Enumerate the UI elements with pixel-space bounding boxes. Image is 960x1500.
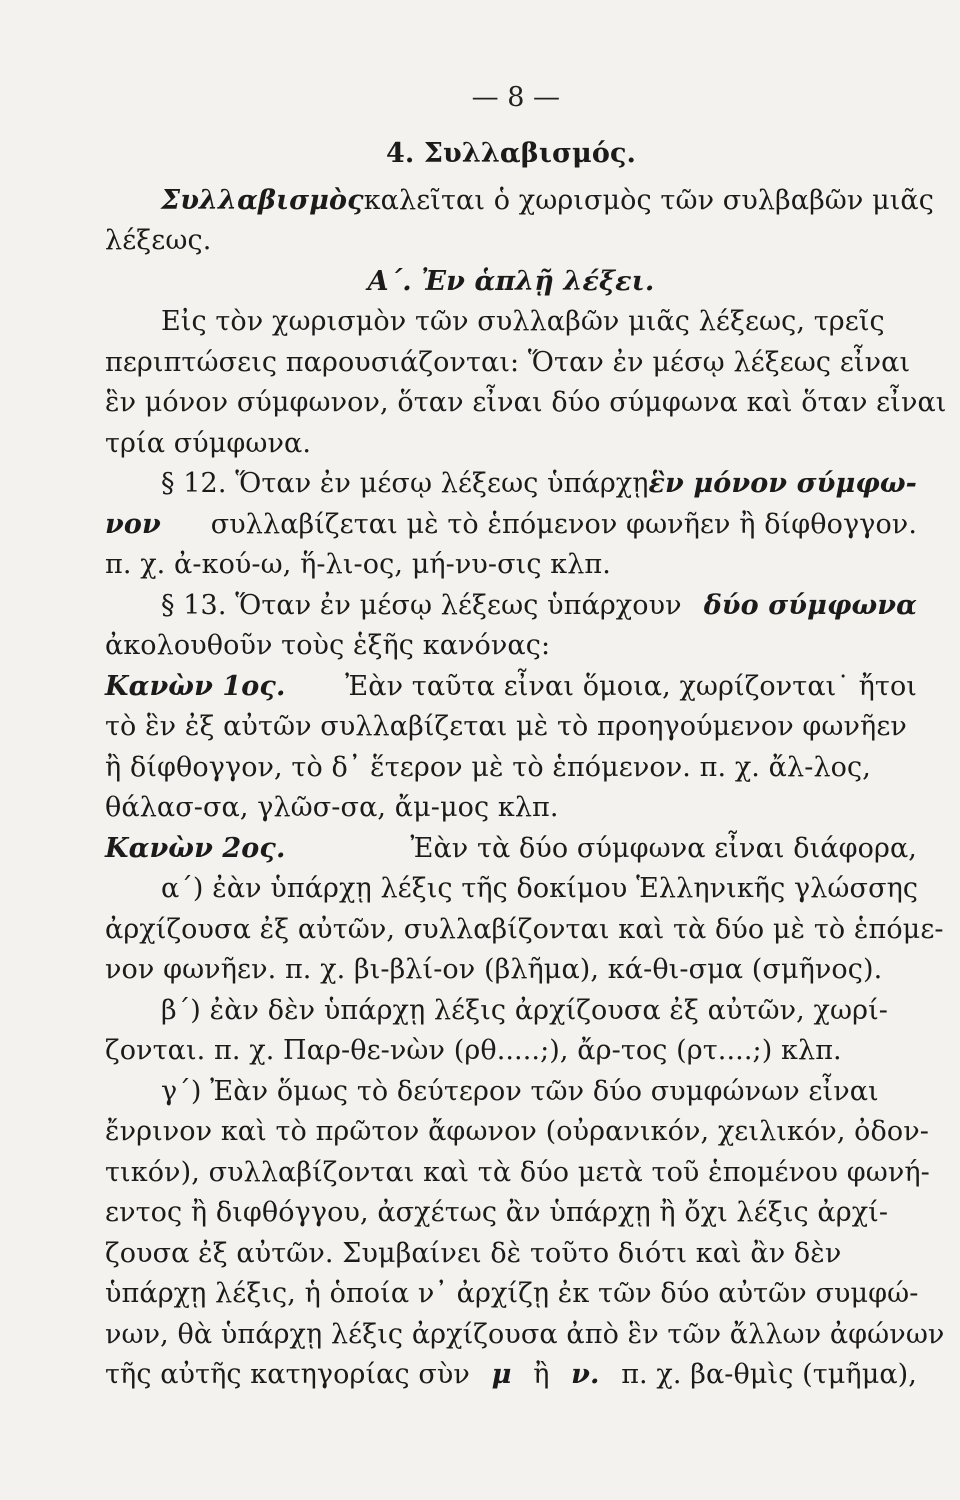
- section-heading: 4. Συλλαβισμός.: [385, 138, 637, 169]
- rule1-line-1: [105, 667, 917, 708]
- intro-line-2: λέξεως.: [105, 225, 212, 256]
- intro-line-1: [105, 181, 934, 222]
- p1-line-4: τρία σύμφωνα.: [105, 427, 312, 459]
- rule1-line-4: θάλασ-σα, γλῶσ-σα, ἄμ-μος κλπ.: [105, 792, 559, 823]
- s12-bold: ἓν μόνον σύμφω-: [648, 468, 917, 499]
- rule2-line-12: ὑπάρχῃ λέξις, ἡ ὁποία ν᾽ ἀρχίζῃ ἐκ τῶν δύο αὐτῶν συμφώ-: [105, 1278, 919, 1309]
- rule1-text: Ἐὰν ταῦτα εἶναι ὅμοια, χωρίζονται˙ ἤτοι: [345, 670, 917, 702]
- s12-line-3: π. χ. ἀ-κού-ω, ἥ-λι-ος, μή-νυ-σις κλπ.: [105, 549, 611, 580]
- rule2-line-11: ζουσα ἐξ αὐτῶν. Συμβαίνει δὲ τοῦτο διότι καὶ ἂν δὲν: [105, 1237, 842, 1269]
- subheading: Α΄. Ἐν ἁπλῇ λέξει.: [367, 265, 655, 297]
- rule2-text: Ἐὰν τὰ δύο σύμφωνα εἶναι διάφορα,: [410, 832, 917, 864]
- s13-lead: § 13. Ὅταν ἐν μέσῳ λέξεως ὑπάρχουν: [161, 589, 682, 621]
- p1-line-2: περιπτώσεις παρουσιάζονται: Ὅταν ἐν μέσῳ λέξεως εἶναι: [105, 346, 911, 378]
- rule2-line-3: ἀρχίζουσα ἐξ αὐτῶν, συλλαβίζονται καὶ τὰ δύο μὲ τὸ ἑπόμε-: [105, 913, 944, 945]
- s12-line-1: [105, 464, 917, 505]
- p1-line-1: Εἰς τὸν χωρισμὸν τῶν συλλαβῶν μιᾶς λέξεως, τρεῖς: [161, 306, 885, 337]
- rule2-last-mu: μ: [491, 1359, 512, 1390]
- rule2-line-10: εντος ἢ διφθόγγου, ἀσχέτως ἂν ὑπάρχῃ ἢ ὄχι λέξις ἀρχί-: [105, 1197, 889, 1228]
- p1-line-3: ἓν μόνον σύμφωνον, ὅταν εἶναι δύο σύμφωνα καὶ ὅταν εἶναι: [105, 387, 947, 418]
- page-number: — 8 —: [471, 82, 560, 113]
- rule2-line-5: β΄) ἐὰν δὲν ὑπάρχῃ λέξις ἀρχίζουσα ἐξ αὐτῶν, χωρί-: [161, 994, 889, 1026]
- intro-rest: καλεῖται ὁ χωρισμὸς τῶν συλβαβῶν μιᾶς: [363, 184, 934, 216]
- rule1-line-3: ἢ δίφθογγον, τὸ δ᾽ ἕτερον μὲ τὸ ἑπόμενον. π. χ. ἄλ-λος,: [105, 751, 871, 783]
- s12-line-2: [105, 505, 917, 546]
- rule2-last-or: ἢ: [533, 1359, 550, 1390]
- rule2-line-7: γ΄) Ἐὰν ὅμως τὸ δεύτερον τῶν δύο συμφώνων εἶναι: [161, 1075, 879, 1107]
- rule2-line-14: [105, 1355, 917, 1396]
- intro-term: Συλλαβισμὸς: [161, 184, 364, 216]
- s12-rest: συλλαβίζεται μὲ τὸ ἑπόμενον φωνῆεν ἢ δίφθογγον.: [210, 508, 917, 540]
- page-text: [105, 134, 947, 1396]
- rule2-label: Κανὼν 2ος.: [105, 832, 286, 864]
- s12-lead: § 12. Ὅταν ἐν μέσῳ λέξεως ὑπάρχῃ: [161, 468, 649, 499]
- rule2-line-9: τικόν), συλλαβίζονται καὶ τὰ δύο μετὰ τοῦ ἑπομένου φωνή-: [105, 1156, 930, 1188]
- rule2-last-a: τῆς αὐτῆς κατηγορίας σὺν: [105, 1359, 470, 1390]
- rule2-last-nu: ν.: [571, 1359, 600, 1390]
- rule2-line-6: ζονται. π. χ. Παρ-θε-νὼν (ρθ.....;), ἄρ-τος (ρτ....;) κλπ.: [105, 1035, 842, 1066]
- rule2-line-1: [105, 829, 917, 870]
- rule1-line-2: τὸ ἓν ἐξ αὐτῶν συλλαβίζεται μὲ τὸ προηγούμενον φωνῆεν: [105, 711, 907, 742]
- rule2-last-b: π. χ. βα-θμὶς (τμῆμα),: [621, 1359, 917, 1390]
- rule2-line-2: α΄) ἐὰν ὑπάρχῃ λέξις τῆς δοκίμου Ἑλληνικῆς γλώσσης: [161, 873, 919, 904]
- rule2-line-4: νον φωνῆεν. π. χ. βι-βλί-ον (βλῆμα), κά-θι-σμα (σμῆνος).: [105, 954, 883, 985]
- s12-bold-2: νον: [105, 508, 161, 540]
- rule2-line-8: ἔνρινον καὶ τὸ πρῶτον ἄφωνον (οὐρανικόν, χειλικόν, ὀδον-: [105, 1116, 929, 1147]
- rule1-label: Κανὼν 1ος.: [105, 670, 286, 702]
- rule2-line-13: νων, θὰ ὑπάρχῃ λέξις ἀρχίζουσα ἀπὸ ἓν τῶν ἄλλων ἀφώνων: [105, 1318, 945, 1350]
- s13-bold: δύο σύμφωνα: [703, 589, 917, 621]
- s13-line-1: [105, 586, 917, 627]
- s13-line-2: ἀκολουθοῦν τοὺς ἑξῆς κανόνας:: [105, 630, 551, 661]
